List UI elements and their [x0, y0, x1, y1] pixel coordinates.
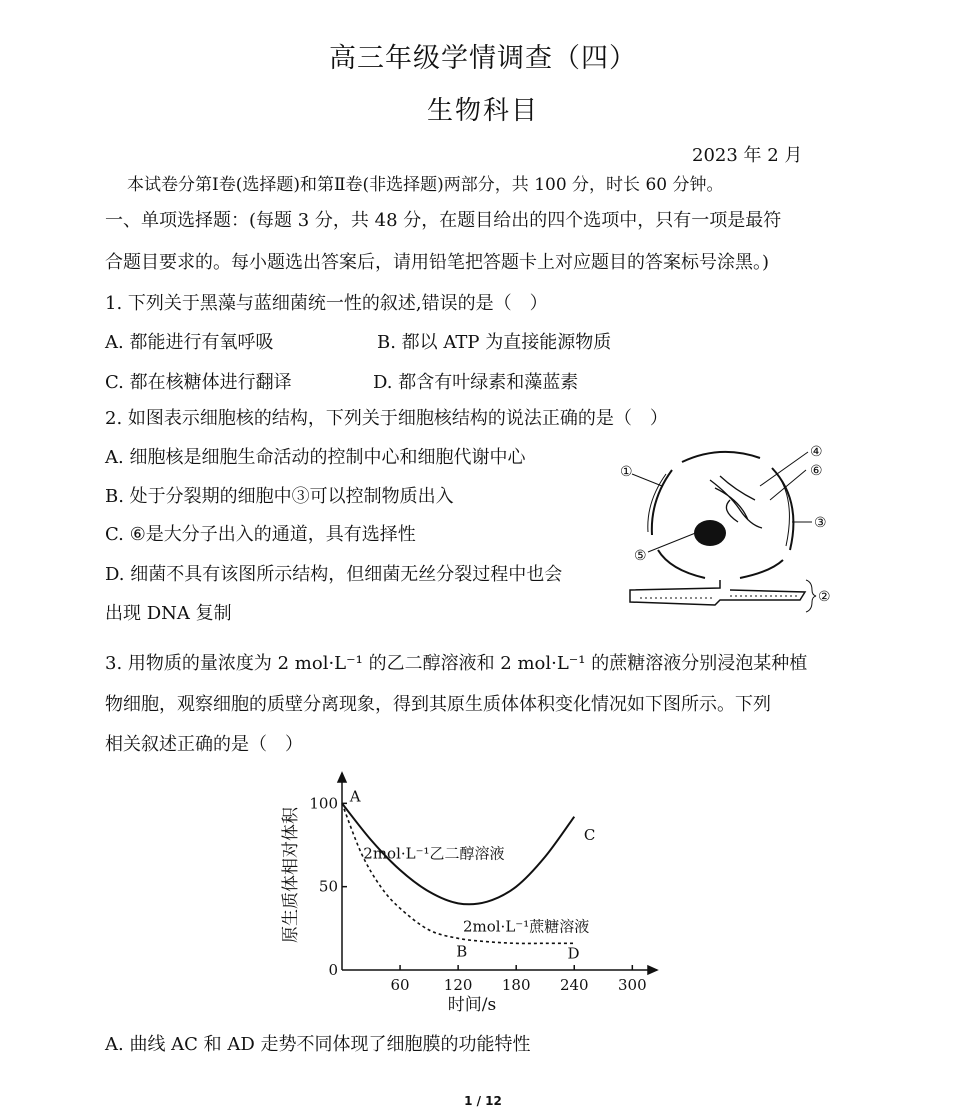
question-1-stem: 1. 下列关于黑藻与蓝细菌统一性的叙述,错误的是（ ）: [105, 293, 548, 314]
question-1-option-c: C. 都在核糖体进行翻译: [105, 372, 292, 393]
x-tick-label: 180: [501, 976, 531, 994]
point-label-C: C: [583, 826, 596, 844]
question-2-option-b: B. 处于分裂期的细胞中③可以控制物质出入: [105, 486, 454, 507]
y-axis-arrow: [338, 773, 346, 782]
y-axis-label: 原生质体相对体积: [281, 807, 301, 943]
envelope-arc-top: [682, 452, 760, 462]
x-tick-label: 240: [559, 976, 589, 994]
y-tick-label: 100: [309, 794, 338, 813]
series-label-ethylene-glycol: 2mol·L⁻¹乙二醇溶液: [363, 844, 505, 863]
question-1-option-b: B. 都以 ATP 为直接能源物质: [377, 332, 612, 353]
section-instructions-line2: 合题目要求的。每小题选出答案后，请用铅笔把答题卡上对应题目的答案标号涂黑。): [105, 252, 770, 273]
label-3: ③: [814, 515, 827, 531]
x-tick-label: 300: [618, 976, 647, 994]
question-3-line3: 相关叙述正确的是（ ）: [105, 734, 303, 755]
question-1-option-a: A. 都能进行有氧呼吸: [105, 332, 274, 353]
envelope-arc-bottom-right: [740, 560, 783, 578]
question-2-option-c: C. ⑥是大分子出入的通道，具有选择性: [105, 524, 416, 545]
main-title: 高三年级学情调查（四）: [329, 43, 637, 74]
exam-info: 本试卷分第Ⅰ卷(选择题)和第Ⅱ卷(非选择题)两部分，共 100 分，时长 60 分钟。: [127, 175, 724, 195]
question-2-stem: 2. 如图表示细胞核的结构，下列关于细胞核结构的说法正确的是（ ）: [105, 408, 668, 429]
y-tick-label: 0: [328, 961, 338, 979]
envelope-arc-right: [772, 468, 793, 550]
page-number: 1 / 12: [464, 1094, 502, 1108]
exam-date: 2023 年 2 月: [692, 145, 803, 166]
endoplasmic-reticulum: [630, 580, 805, 605]
protoplast-volume-chart: [270, 765, 670, 1025]
label-6: ⑥: [810, 463, 823, 479]
subject-title: 生物科目: [426, 96, 539, 126]
nucleolus: [694, 520, 726, 546]
label-5: ⑤: [634, 548, 647, 564]
label-4: ④: [810, 444, 823, 460]
point-label-A: A: [349, 787, 361, 806]
point-label-D: D: [567, 944, 580, 963]
chromatin: [710, 476, 762, 528]
y-tick-label: 50: [318, 877, 338, 896]
bracket: [806, 580, 816, 612]
question-1-option-d: D. 都含有叶绿素和藻蓝素: [373, 372, 579, 393]
nucleus-structure-figure: [620, 440, 840, 615]
point-label-B: B: [456, 942, 468, 961]
question-3-option-a: A. 曲线 AC 和 AD 走势不同体现了细胞膜的功能特性: [105, 1034, 531, 1055]
question-3-line1: 3. 用物质的量浓度为 2 mol·L⁻¹ 的乙二醇溶液和 2 mol·L⁻¹ 的蔗糖溶液分别浸泡某种植: [105, 653, 808, 674]
question-2-option-d-continued: 出现 DNA 复制: [105, 603, 232, 624]
section-instructions-line1: 一、单项选择题：(每题 3 分，共 48 分，在题目给出的四个选项中，只有一项是最符: [105, 210, 782, 231]
label-1: ①: [620, 464, 633, 480]
x-tick-label: 60: [390, 976, 410, 994]
question-2-option-a: A. 细胞核是细胞生命活动的控制中心和细胞代谢中心: [105, 447, 526, 468]
question-3-line2: 物细胞，观察细胞的质壁分离现象，得到其原生质体体积变化情况如下图所示。下列: [105, 694, 771, 715]
series-label-sucrose: 2mol·L⁻¹蔗糖溶液: [462, 917, 590, 936]
envelope-arc-bottom-left: [658, 550, 705, 578]
label-2: ②: [818, 589, 831, 605]
x-tick-label: 120: [443, 976, 473, 994]
x-axis-label: 时间/s: [447, 995, 497, 1015]
x-axis-arrow: [648, 966, 657, 974]
question-2-option-d: D. 细菌不具有该图所示结构，但细菌无丝分裂过程中也会: [105, 564, 563, 585]
